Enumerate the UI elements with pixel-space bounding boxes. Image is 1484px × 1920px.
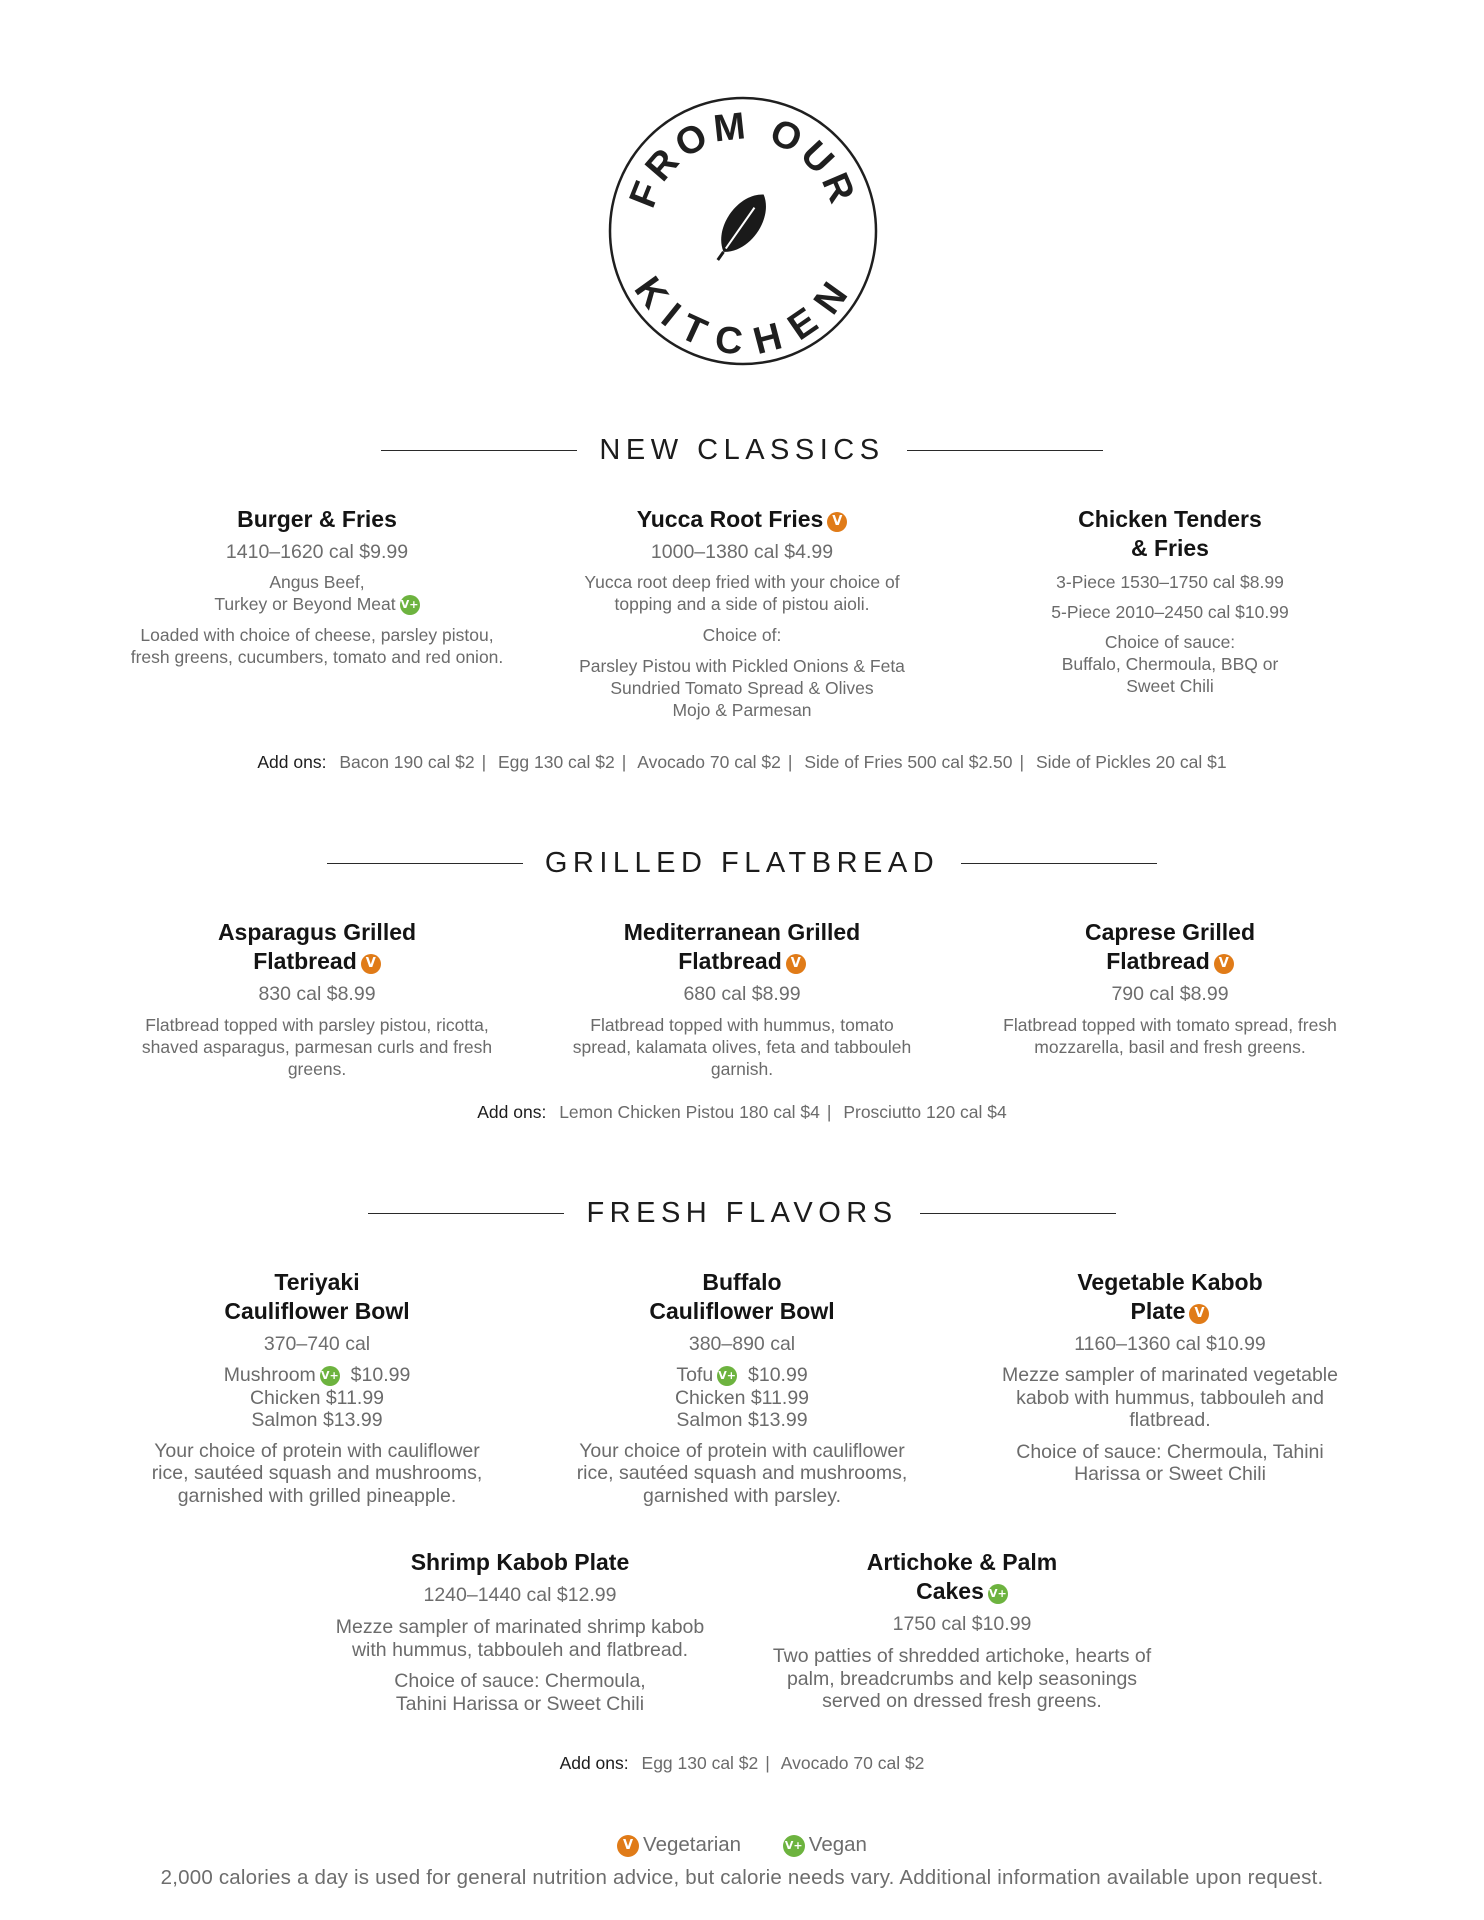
item-calories-price: 1000–1380 cal $4.99: [650, 541, 834, 563]
vegetarian-icon: V: [1214, 954, 1234, 974]
option-5-piece: 5-Piece 2010–2450 cal $10.99: [1051, 602, 1289, 622]
vegetarian-icon: V: [1189, 1304, 1209, 1324]
header-rule-right: [961, 863, 1157, 864]
item-calories-price: 790 cal $8.99: [1111, 983, 1229, 1005]
item-description: Loaded with choice of cheese, parsley pistou, fresh greens, cucumbers, tomato and red onion.: [130, 625, 504, 667]
menu-item-shrimp-kabob: [320, 1548, 720, 1715]
addon-item: Egg 130 cal $2: [641, 1753, 759, 1773]
protein-line-1: Angus Beef,: [269, 572, 365, 592]
legend-vegetarian: [617, 1833, 741, 1857]
section-header-new-classics: [0, 430, 1484, 470]
item-name: [1020, 505, 1320, 563]
item-name: [985, 918, 1355, 976]
item-name-line-2: & Fries: [1131, 535, 1209, 561]
item-calories-price: 1240–1440 cal $12.99: [423, 1584, 617, 1606]
item-description: Two patties of shredded artichoke, hearts of palm, breadcrumbs and kelp seasonings served on dressed fresh greens.: [772, 1645, 1152, 1712]
item-calories-price: 680 cal $8.99: [683, 983, 801, 1005]
sauce-options: Choice of sauce: Chermoula, Tahini Harissa or Sweet Chili: [1016, 1440, 1324, 1485]
addon-item: Avocado 70 cal $2: [780, 1753, 925, 1773]
menu-item-artichoke-palm-cakes: [762, 1548, 1162, 1713]
item-calories-price: 830 cal $8.99: [258, 983, 376, 1005]
logo-arc-bottom-text: KITCHEN: [625, 269, 861, 365]
protein-options: [563, 1364, 921, 1432]
protein-option-1-price: $10.99: [350, 1364, 411, 1386]
item-description: Your choice of protein with cauliflower rice, sautéed squash and mushrooms, garnished with grilled pineapple.: [151, 1439, 483, 1507]
section-title: GRILLED FLATBREAD: [544, 846, 940, 879]
item-name-line-2: Flatbread: [253, 948, 357, 974]
addon-divider: |: [1019, 752, 1025, 772]
svg-text:KITCHEN: [625, 270, 860, 365]
item-name-line-2: Cauliflower Bowl: [649, 1298, 835, 1324]
section-header-grilled-flatbread: [0, 843, 1484, 883]
addons-label: Add ons:: [559, 1753, 629, 1773]
addon-divider: |: [787, 752, 793, 772]
vegetarian-icon: V: [617, 1835, 639, 1857]
addon-item: Prosciutto 120 cal $4: [843, 1102, 1007, 1122]
addon-divider: |: [481, 752, 487, 772]
menu-item-yucca-root-fries: [563, 505, 921, 721]
sauce-list: Buffalo, Chermoula, BBQ or Sweet Chili: [1061, 654, 1279, 696]
menu-item-caprese-flatbread: [985, 918, 1355, 1058]
item-name-line-1: Caprese Grilled: [1084, 919, 1256, 945]
vegetarian-icon: V: [786, 954, 806, 974]
option-3-piece: 3-Piece 1530–1750 cal $8.99: [1056, 572, 1284, 592]
menu-item-teriyaki-bowl: [128, 1268, 506, 1507]
item-description: Flatbread topped with hummus, tomato spread, kalamata olives, feta and tabbouleh garnish.: [572, 1015, 912, 1079]
item-name: [128, 918, 506, 976]
item-description: Mezze sampler of marinated vegetable kabob with hummus, tabbouleh and flatbread.: [1001, 1364, 1338, 1431]
addon-item: Side of Pickles 20 cal $1: [1035, 752, 1227, 772]
logo-arc-top-text: FROM OUR: [621, 104, 865, 214]
protein-option-1-price: $10.99: [748, 1364, 808, 1386]
item-name: [762, 1548, 1162, 1606]
item-description: Flatbread topped with parsley pistou, ricotta, shaved asparagus, parmesan curls and fresh greens.: [141, 1015, 493, 1079]
item-name: Shrimp Kabob Plate: [410, 1549, 630, 1575]
item-name-line-1: Vegetable Kabob: [1077, 1269, 1263, 1295]
item-name: Burger & Fries: [237, 506, 397, 532]
item-description: Flatbread topped with tomato spread, fresh mozzarella, basil and fresh greens.: [1003, 1015, 1337, 1057]
item-name: [563, 918, 921, 976]
header-rule-left: [368, 1213, 564, 1214]
vegan-icon: V+: [320, 1366, 340, 1386]
legend-vegan: [783, 1833, 867, 1857]
item-name-line-2: Cakes: [916, 1578, 984, 1604]
item-name-line-2: Cauliflower Bowl: [224, 1298, 410, 1324]
sauce-options: Choice of sauce: Chermoula, Tahini Harissa or Sweet Chili: [394, 1670, 646, 1715]
header-rule-right: [907, 450, 1103, 451]
choice-option: Sundried Tomato Spread & Olives: [610, 678, 874, 698]
addons-fresh-flavors: [0, 1753, 1484, 1774]
legend-vegan-label: Vegan: [808, 1833, 867, 1856]
addon-divider: |: [826, 1102, 832, 1122]
protein-option-1: Mushroom: [223, 1364, 316, 1386]
vegan-icon: V+: [988, 1584, 1008, 1604]
header-rule-left: [381, 450, 577, 451]
vegan-icon: V+: [783, 1835, 805, 1857]
menu-item-mediterranean-flatbread: [563, 918, 921, 1080]
item-name: [563, 1268, 921, 1326]
addon-item: Bacon 190 cal $2: [339, 752, 475, 772]
diet-legend: [0, 1833, 1484, 1857]
header-rule-right: [920, 1213, 1116, 1214]
addons-new-classics: [0, 752, 1484, 773]
logo-badge-graphic: [608, 96, 878, 366]
protein-line-2: Turkey or Beyond Meat: [214, 594, 396, 614]
item-name-line-1: Mediterranean Grilled: [623, 919, 861, 945]
item-name-line-2: Flatbread: [1106, 948, 1210, 974]
protein-option-3: Salmon $13.99: [251, 1409, 383, 1431]
addons-label: Add ons:: [257, 752, 327, 772]
addon-item: Side of Fries 500 cal $2.50: [804, 752, 1013, 772]
item-calories: 370–740 cal: [263, 1333, 371, 1355]
choice-option: Parsley Pistou with Pickled Onions & Feta: [579, 656, 905, 676]
addon-item: Avocado 70 cal $2: [637, 752, 781, 772]
protein-option-1: Tofu: [676, 1364, 714, 1386]
vegan-icon: V+: [400, 595, 420, 615]
item-name: [128, 1268, 506, 1326]
item-name-line-1: Chicken Tenders: [1078, 506, 1262, 532]
item-name-line-2: Flatbread: [678, 948, 782, 974]
item-name-line-1: Buffalo: [702, 1269, 782, 1295]
header-rule-left: [327, 863, 523, 864]
item-name-line-1: Artichoke & Palm: [866, 1549, 1058, 1575]
item-description: Your choice of protein with cauliflower rice, sautéed squash and mushrooms, garnished with parsley.: [576, 1439, 908, 1507]
item-calories-price: 1160–1360 cal $10.99: [1074, 1333, 1266, 1355]
protein-option-2: Chicken $11.99: [674, 1386, 810, 1409]
choice-label: Choice of:: [702, 625, 782, 645]
item-protein-options: [128, 571, 506, 615]
legend-vegetarian-label: Vegetarian: [643, 1833, 742, 1856]
svg-text:FROM OUR: [622, 105, 865, 214]
vegetarian-icon: V: [361, 954, 381, 974]
item-description: Yucca root deep fried with your choice of topping and a side of pistou aioli.: [584, 572, 900, 614]
item-description: Mezze sampler of marinated shrimp kabob with hummus, tabbouleh and flatbread.: [335, 1616, 705, 1661]
from-our-kitchen-logo: [608, 96, 878, 366]
item-name-line-2: Plate: [1130, 1298, 1186, 1324]
calorie-footnote: 2,000 calories a day is used for general nutrition advice, but calorie needs vary. Additional information available upon request.: [160, 1866, 1324, 1889]
item-name: [985, 1268, 1355, 1326]
protein-option-3: Salmon $13.99: [676, 1409, 808, 1431]
addon-item: Lemon Chicken Pistou 180 cal $4: [559, 1102, 820, 1122]
item-calories-price: 1750 cal $10.99: [892, 1613, 1032, 1635]
menu-item-buffalo-bowl: [563, 1268, 921, 1507]
addons-label: Add ons:: [477, 1102, 547, 1122]
item-name-line-1: Asparagus Grilled: [217, 919, 417, 945]
section-title: FRESH FLAVORS: [586, 1196, 898, 1229]
leaf-icon: [704, 185, 777, 269]
addon-divider: |: [621, 752, 627, 772]
item-calories: 380–890 cal: [688, 1333, 796, 1355]
choice-option: Mojo & Parmesan: [672, 700, 812, 720]
addon-item: Egg 130 cal $2: [498, 752, 615, 772]
menu-item-burger-fries: [128, 505, 506, 668]
menu-item-chicken-tenders: [1020, 505, 1320, 697]
sauce-label: Choice of sauce:: [1104, 632, 1236, 652]
item-calories-price: 1410–1620 cal $9.99: [225, 541, 409, 563]
choice-list: [563, 655, 921, 721]
menu-item-asparagus-flatbread: [128, 918, 506, 1080]
protein-options: [128, 1364, 506, 1432]
vegetarian-icon: V: [827, 512, 847, 532]
addon-divider: |: [765, 1753, 770, 1773]
addons-grilled-flatbread: [0, 1102, 1484, 1123]
protein-option-2: Chicken $11.99: [249, 1386, 385, 1409]
section-title: NEW CLASSICS: [599, 433, 885, 466]
menu-item-vegetable-kabob: [985, 1268, 1355, 1486]
item-name-line-1: Teriyaki: [274, 1269, 360, 1295]
vegan-icon: V+: [717, 1366, 737, 1386]
item-name-text: Yucca Root Fries: [636, 506, 824, 532]
item-name: [563, 505, 921, 534]
section-header-fresh-flavors: [0, 1193, 1484, 1233]
